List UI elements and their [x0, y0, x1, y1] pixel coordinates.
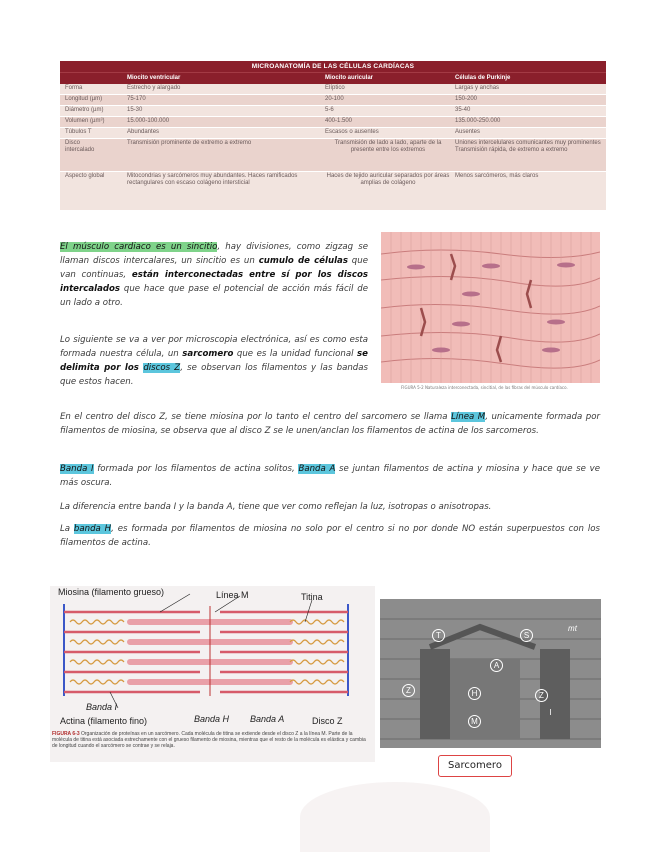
- table-row: [60, 106, 606, 117]
- bold-text: están interconectadas entre sí por los discos intercalados: [60, 270, 369, 294]
- table-cell: 150-200: [455, 96, 478, 102]
- highlight-text: Banda I: [60, 464, 94, 474]
- paragraph-text: que es la unidad funcional: [233, 349, 358, 359]
- table-row: [60, 172, 606, 196]
- label-s: S: [520, 629, 533, 642]
- paragraph-linea-m: [60, 410, 600, 438]
- highlight-text: El músculo cardiaco es un sincitio: [60, 242, 218, 252]
- table-cell: Túbulos T: [65, 129, 92, 135]
- table-cell: Estrecho y alargado: [127, 85, 181, 91]
- table-row: [60, 95, 606, 106]
- table-cell: 5-6: [325, 107, 334, 113]
- label-z: Z: [402, 684, 415, 697]
- label-banda-h: Banda H: [194, 714, 230, 724]
- cardiac-muscle-image: [381, 232, 600, 392]
- bold-text: se delimita por los: [60, 349, 368, 373]
- table-cell: Disco intercalado: [65, 140, 95, 153]
- table-cell: 400-1.500: [325, 118, 353, 124]
- table-row: [60, 128, 606, 139]
- table-cell: Menos sarcómeros, más claros: [455, 173, 539, 179]
- bold-text: cumulo de células: [258, 256, 348, 266]
- table-cell: Uniones intercelulares comunicantes muy prominentes Transmisión rápida, de extremo a extremo: [455, 140, 601, 153]
- paragraph-text: , se observan los filamentos y las bandas que estos hacen.: [60, 363, 368, 387]
- table-cell: 75-170: [127, 96, 146, 102]
- table-cell: Mitocondrias y sarcómeros muy abundantes. Haces ramificados rectangulares con escaso colágeno intersticial: [127, 173, 298, 186]
- table-cell: Haces de tejido auricular separados por áreas amplias de colágeno: [326, 173, 450, 186]
- label-banda-a: Banda A: [250, 714, 285, 724]
- label-m: M: [468, 715, 481, 728]
- table-header-cell: Miocito ventricular: [127, 75, 181, 81]
- highlight-text: Línea M: [451, 412, 486, 422]
- table-row: [60, 139, 606, 172]
- paragraph-text: , hay divisiones, como zigzag se llaman discos intercalares, un sincitio es un: [60, 242, 368, 266]
- table-cell: Longitud (µm): [65, 96, 103, 102]
- table-row: [60, 117, 606, 128]
- table-header-cell: [60, 73, 127, 84]
- table-cell: Elíptico: [325, 85, 345, 91]
- paragraph-text: formada por los filamentos de actina solitos,: [93, 464, 299, 474]
- highlight-text: banda H: [73, 524, 112, 534]
- table-row: [60, 84, 606, 95]
- caption-text: Organización de proteínas en un sarcómero. Cada molécula de titina se extiende desde el disco Z a la línea M. Parte de la molécula de titina está asociada estrechamente con el grueso filamento de miosina, mientras que el resto de la molécula es elástica y cambia de longitud cuando el sarcómero se contrae y se relaja.: [52, 731, 366, 749]
- label-disco-z: Disco Z: [312, 716, 343, 726]
- paragraph-text: , es formada por filamentos de miosina no solo por el centro si no por donde NO están superpuestos con los filamentos de actina.: [60, 524, 600, 548]
- label-banda-i: Banda I: [86, 702, 118, 712]
- paragraph-sincitio: [60, 240, 368, 310]
- paragraph-banda-h: [60, 522, 600, 550]
- figure-caption: FIGURA 5-2 Naturaleza interconectada, sincitial, de las fibras del músculo cardíaco.: [381, 383, 600, 392]
- paragraph-text: En el centro del disco Z, se tiene miosina por lo tanto el centro del sarcomero se llama: [60, 412, 452, 422]
- table-cell: Aspecto global: [65, 173, 105, 179]
- table-cell: Forma: [65, 85, 83, 91]
- highlight-text: Banda A: [298, 464, 336, 474]
- paragraph-text: se juntan filamentos de actina y miosina y hace que se ve más oscura.: [60, 464, 600, 488]
- table-cell: Transmisión de lado a lado, aparte de la presente entre los extremos: [334, 140, 442, 153]
- cardiac-cells-table: [60, 61, 606, 210]
- paragraph-sarcomero: [60, 333, 368, 389]
- label-h: H: [468, 687, 481, 700]
- table-header-cell: Miocito auricular: [325, 75, 374, 81]
- label-t: T: [432, 629, 445, 642]
- table-header-row: [60, 72, 606, 84]
- table-cell: Transmisión prominente de extremo a extremo: [127, 140, 252, 146]
- paragraph-bandas: [60, 462, 600, 490]
- sarcomero-label: Sarcomero: [438, 755, 512, 777]
- table-cell: 35-40: [455, 107, 471, 113]
- paragraph-diferencia: La diferencia entre banda I y la banda A, tiene que ver como reflejan la luz, isotropas o anisotropas.: [60, 502, 492, 512]
- caption-label: FIGURA 6-3: [52, 731, 80, 737]
- watermark-shape: [300, 782, 490, 852]
- label-mt: mt: [568, 624, 577, 633]
- label-a: A: [490, 659, 503, 672]
- table-cell: Escasos o ausentes: [325, 129, 379, 135]
- paragraph-text: , unicamente formada por filamentos de miosina, se observa que al disco Z se le unen/anclan los filamentos de actina de los sarcomeros.: [60, 412, 600, 436]
- paragraph-text: que hace que pase el potencial de acción más fácil de un lado a otro.: [60, 284, 368, 308]
- electron-micrograph: [380, 599, 601, 748]
- table-cell: 20-100: [325, 96, 344, 102]
- table-cell: Diámetro (µm): [65, 107, 104, 113]
- micrograph-texture: [380, 599, 601, 748]
- figure-caption: [52, 731, 372, 749]
- table-header-cell: Células de Purkinje: [455, 75, 511, 81]
- bold-text: sarcomero: [182, 349, 234, 359]
- table-title: MICROANATOMÍA DE LAS CÉLULAS CARDÍACAS: [60, 61, 606, 72]
- table-cell: Abundantes: [127, 129, 160, 135]
- label-z: Z: [535, 689, 548, 702]
- highlight-text: discos Z: [143, 363, 181, 373]
- label-i: I: [549, 708, 552, 717]
- paragraph-text: La: [60, 524, 74, 534]
- paragraph-text: que van continuas,: [60, 256, 368, 280]
- table-cell: 15.000-100.000: [127, 118, 170, 124]
- table-cell: 15-30: [127, 107, 143, 113]
- label-titina: Titina: [301, 592, 323, 602]
- table-cell: Largas y anchas: [455, 85, 500, 91]
- table-cell: Ausentes: [455, 129, 481, 135]
- table-cell: 135.000-250.000: [455, 118, 501, 124]
- sarcomere-diagram: [50, 586, 375, 762]
- table-cell: Volumen (µm³): [65, 118, 105, 124]
- paragraph-text: Lo siguiente se va a ver por microscopia electrónica, así es como esta formada nuestra célula, un: [60, 335, 368, 359]
- label-linea-m: Línea M: [216, 590, 249, 600]
- label-actina: Actina (filamento fino): [60, 716, 148, 726]
- muscle-fibers-illustration: [381, 232, 600, 383]
- label-miosina: Miosina (filamento grueso): [58, 587, 165, 597]
